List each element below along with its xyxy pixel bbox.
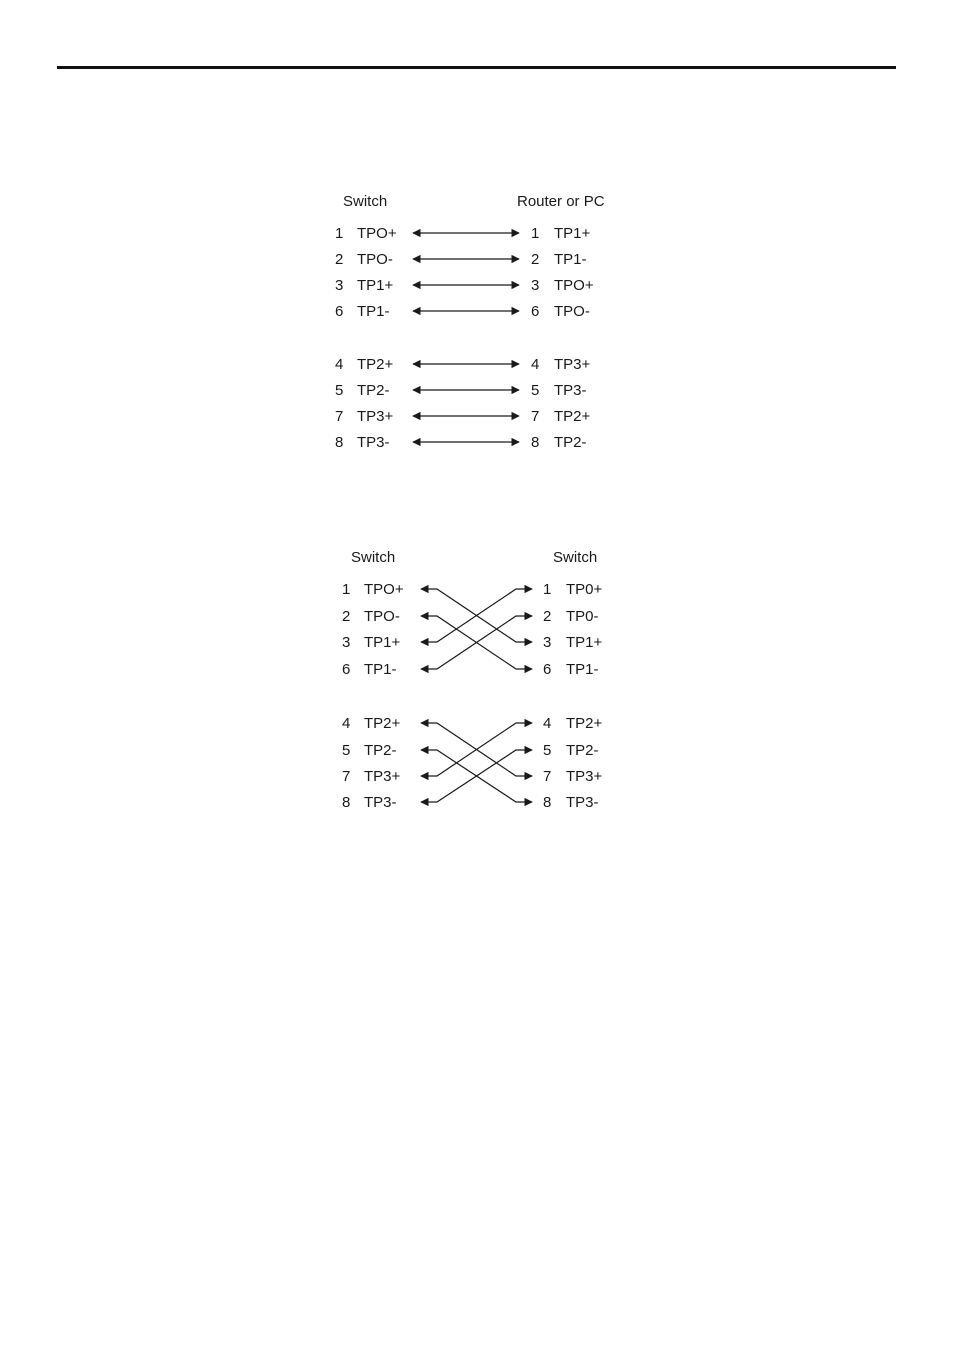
straight-right-pin-number: 7 (531, 408, 540, 425)
straight-left-pin-number: 2 (335, 251, 344, 268)
crossover-right-pin-signal: TP0- (566, 608, 599, 625)
crossover-left-pin-signal: TPO- (364, 608, 400, 625)
crossover-right-pin-signal: TP3+ (566, 768, 603, 785)
straight-right-pin-number: 5 (531, 382, 540, 399)
straight-right-header: Router or PC (517, 193, 605, 210)
crossover-right-pin-signal: TP2+ (566, 715, 603, 732)
straight-left-pin-signal: TP3+ (357, 408, 394, 425)
straight-right-pin-signal: TPO- (554, 303, 590, 320)
straight-through-diagram (335, 193, 605, 451)
straight-left-pin-number: 4 (335, 356, 344, 373)
straight-left-pin-signal: TP1+ (357, 277, 394, 294)
straight-right-pin-signal: TP1+ (554, 225, 591, 242)
straight-left-pin-signal: TPO+ (357, 225, 397, 242)
straight-right-pin-number: 3 (531, 277, 540, 294)
crossover-right-pin-number: 2 (543, 608, 552, 625)
straight-left-pin-signal: TP3- (357, 434, 390, 451)
straight-left-pin-signal: TP1- (357, 303, 390, 320)
straight-left-pin-signal: TP2- (357, 382, 390, 399)
straight-right-pin-signal: TP3- (554, 382, 587, 399)
straight-left-pin-signal: TP2+ (357, 356, 394, 373)
crossover-left-pin-number: 2 (342, 608, 351, 625)
crossover-left-pin-signal: TP2- (364, 742, 397, 759)
crossover-wire (421, 616, 532, 669)
straight-right-pin-signal: TP2- (554, 434, 587, 451)
crossover-left-pin-number: 6 (342, 661, 351, 678)
crossover-wire (421, 589, 532, 642)
straight-left-pin-number: 1 (335, 225, 344, 242)
straight-right-pin-signal: TPO+ (554, 277, 594, 294)
crossover-right-header: Switch (553, 549, 598, 566)
crossover-right-pin-number: 1 (543, 581, 552, 598)
crossover-right-pin-signal: TP0+ (566, 581, 603, 598)
straight-left-pin-number: 3 (335, 277, 344, 294)
crossover-left-pin-signal: TP1- (364, 661, 397, 678)
straight-left-pin-number: 5 (335, 382, 344, 399)
straight-right-pin-number: 2 (531, 251, 540, 268)
straight-right-pin-number: 6 (531, 303, 540, 320)
straight-right-pin-number: 4 (531, 356, 540, 373)
straight-right-pin-signal: TP3+ (554, 356, 591, 373)
crossover-right-pin-number: 4 (543, 715, 552, 732)
crossover-left-pin-number: 7 (342, 768, 351, 785)
crossover-left-pin-signal: TP1+ (364, 634, 401, 651)
crossover-diagram (342, 549, 603, 811)
straight-left-pin-number: 8 (335, 434, 344, 451)
crossover-left-pin-number: 1 (342, 581, 351, 598)
crossover-left-pin-signal: TP3+ (364, 768, 401, 785)
crossover-left-pin-number: 3 (342, 634, 351, 651)
straight-left-header: Switch (343, 193, 388, 210)
straight-right-pin-number: 1 (531, 225, 540, 242)
straight-left-pin-signal: TPO- (357, 251, 393, 268)
crossover-right-pin-number: 3 (543, 634, 552, 651)
crossover-left-pin-number: 5 (342, 742, 351, 759)
straight-right-pin-signal: TP1- (554, 251, 587, 268)
crossover-left-pin-signal: TP3- (364, 794, 397, 811)
crossover-left-pin-signal: TPO+ (364, 581, 404, 598)
crossover-right-pin-signal: TP1+ (566, 634, 603, 651)
crossover-right-pin-number: 7 (543, 768, 552, 785)
crossover-left-pin-number: 4 (342, 715, 351, 732)
crossover-right-pin-signal: TP1- (566, 661, 599, 678)
crossover-left-pin-number: 8 (342, 794, 351, 811)
crossover-left-header: Switch (351, 549, 396, 566)
straight-right-pin-number: 8 (531, 434, 540, 451)
straight-right-pin-signal: TP2+ (554, 408, 591, 425)
crossover-left-pin-signal: TP2+ (364, 715, 401, 732)
crossover-right-pin-number: 5 (543, 742, 552, 759)
crossover-right-pin-signal: TP3- (566, 794, 599, 811)
crossover-right-pin-number: 8 (543, 794, 552, 811)
straight-left-pin-number: 6 (335, 303, 344, 320)
crossover-right-pin-signal: TP2- (566, 742, 599, 759)
crossover-right-pin-number: 6 (543, 661, 552, 678)
crossover-wire (421, 723, 532, 776)
straight-left-pin-number: 7 (335, 408, 344, 425)
